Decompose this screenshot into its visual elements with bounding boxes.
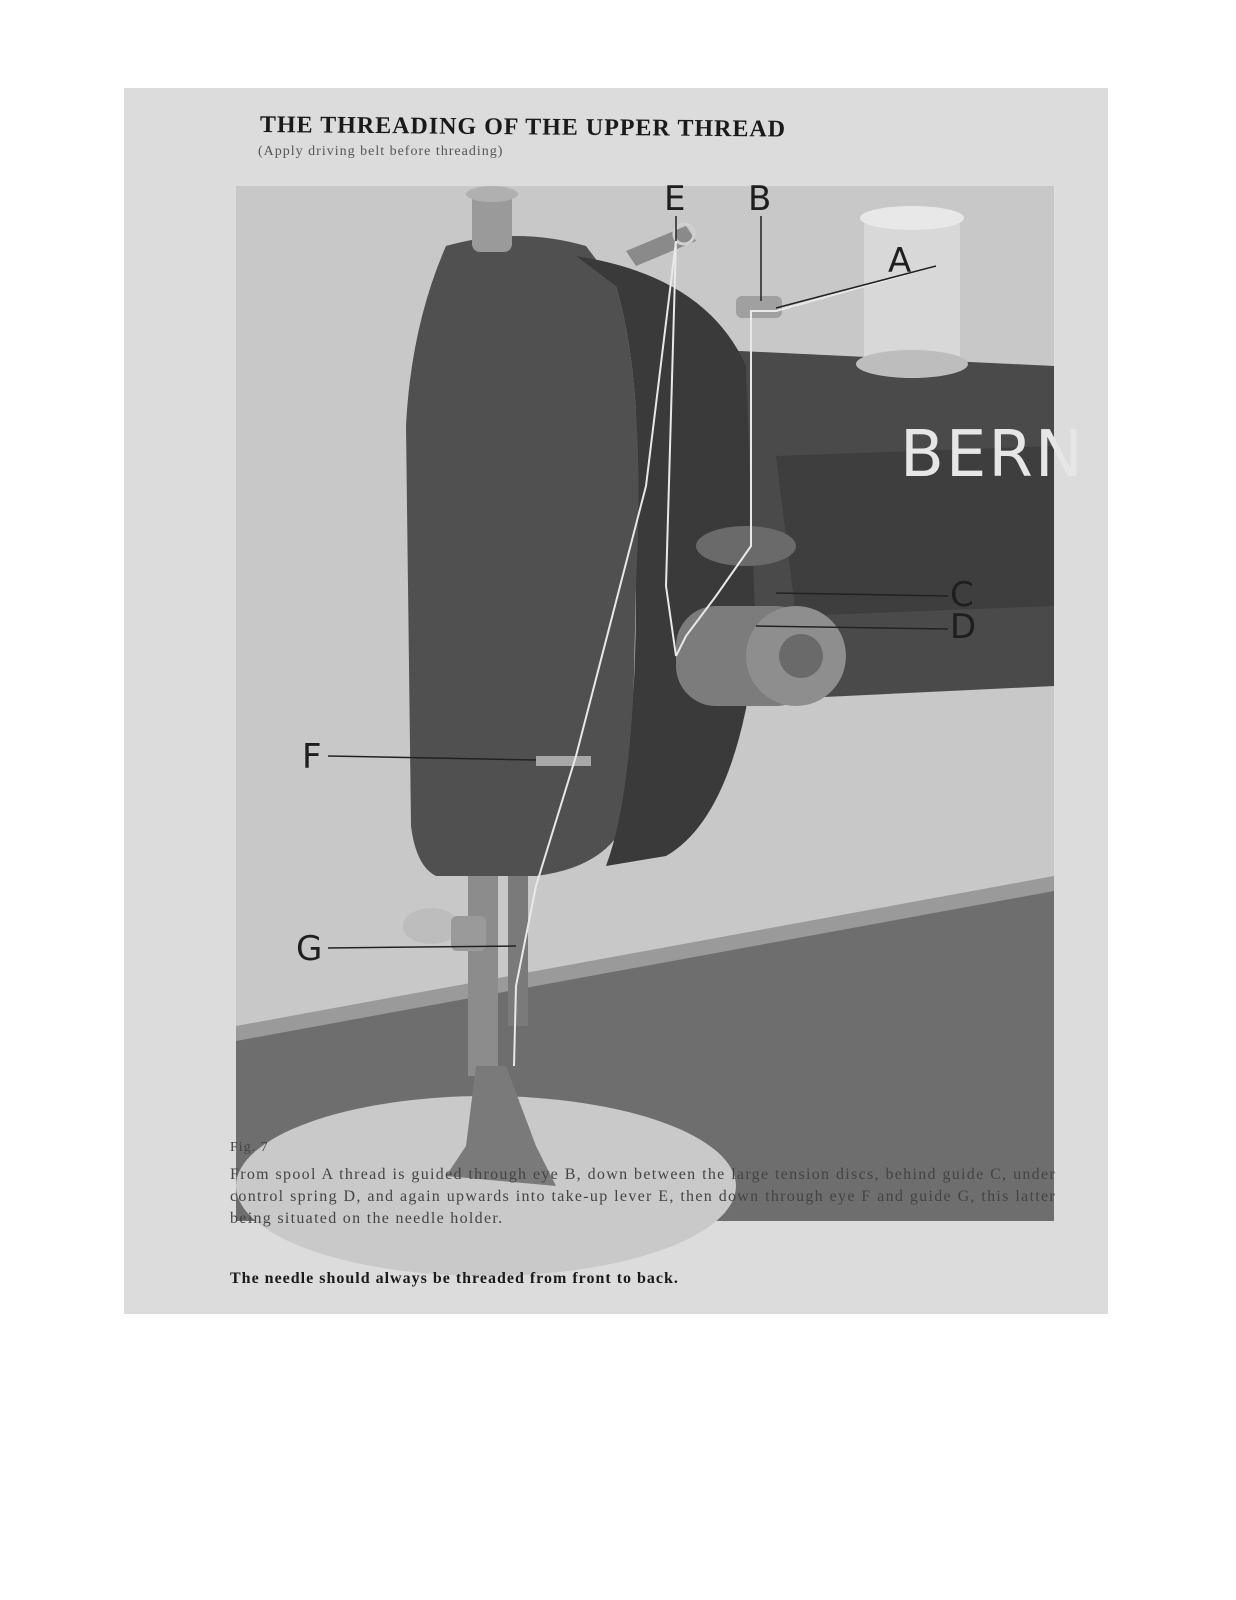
callout-c: C <box>950 575 974 615</box>
page-subtitle: (Apply driving belt before threading) <box>258 144 504 159</box>
figure-number: Fig. 7 <box>230 1140 269 1155</box>
callout-b: B <box>748 179 772 219</box>
sewing-machine-photo <box>236 179 1085 1221</box>
callout-d: D <box>950 607 977 647</box>
callout-g: G <box>296 929 323 969</box>
callout-f: F <box>302 737 322 777</box>
machine-brand-text: BERN <box>900 418 1085 492</box>
callout-a: A <box>888 241 912 281</box>
threading-note: The needle should always be threaded from front to back. <box>230 1270 679 1287</box>
page-title: THE THREADING OF THE UPPER THREAD <box>259 112 787 143</box>
figure-caption: From spool A thread is guided through eye B, down between the large tension discs, behind guide C, under control spring D, and again upwards into take-up lever E, then down through eye F and guide G, this latter being situated on the needle holder. <box>230 1166 1056 1227</box>
scanned-page <box>124 88 1108 1314</box>
callout-e: E <box>664 179 686 219</box>
sewing-machine-illustration <box>236 179 1085 1221</box>
